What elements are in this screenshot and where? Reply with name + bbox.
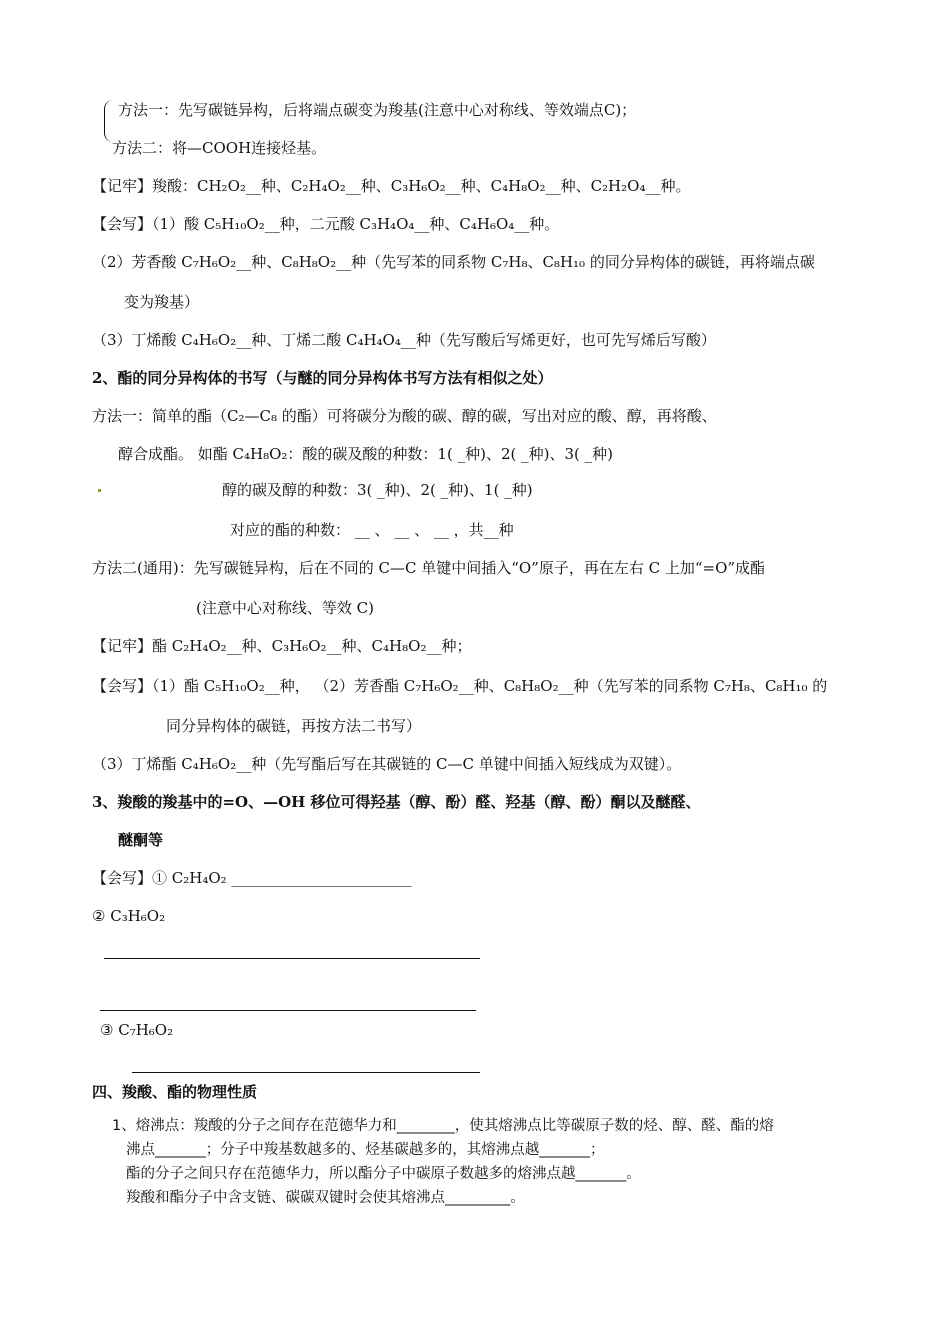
butenoic-acids-line: （3）丁烯酸 C₄H₆O₂__种、丁烯二酸 C₄H₄O₄__种（先写酸后写烯更好，也可先写烯后写酸）: [92, 331, 716, 349]
stray-dot: [98, 489, 101, 492]
ester-isomer-heading: 2、酯的同分异构体的书写（与醚的同分异构体书写方法有相似之处）: [92, 369, 553, 387]
memorize-esters-line: 【记牢】酯 C₂H₄O₂__种、C₃H₆O₂__种、C₄H₈O₂__种；: [92, 637, 472, 655]
memorize-acids-line: 【记牢】羧酸：CH₂O₂__种、C₂H₄O₂__种、C₃H₆O₂__种、C₄H₈O₂__种、C₂H₂O₄__种。: [92, 177, 691, 195]
ester-method-two-note: (注意中心对称线、等效 C): [196, 599, 374, 617]
ester-example-acid-line: 醇合成酯。 如酯 C₄H₈O₂：酸的碳及酸的种数：1( _种)、2( _种)、3( _种): [118, 445, 613, 463]
ester-example-alcohol-line: 醇的碳及醇的种数：3( _种)、2( _种)、1( _种): [222, 481, 533, 499]
answer-line-1: [104, 958, 480, 959]
ester-method-two-line: 方法二(通用)：先写碳链异构，后在不同的 C—C 单键中间插入“O”原子，再在左右 C 上加“=O”成酯: [92, 559, 766, 577]
butenyl-ester-line: （3）丁烯酯 C₄H₆O₂__种（先写酯后写在其碳链的 C—C 单键中间插入短线成为双键）。: [92, 755, 682, 773]
answer-line-2: [100, 1010, 476, 1011]
method-brace: [104, 100, 115, 142]
carboxyl-shift-heading: 3、羧酸的羧基中的=O、—OH 移位可得羟基（醇、酚）醛、羟基（醇、酚）酮以及醚醛、: [92, 793, 701, 811]
method-one-line: 方法一：先写碳链异构，后将端点碳变为羧基(注意中心对称线、等效端点C)；: [118, 101, 637, 119]
practice-c2h4o2-line: 【会写】① C₂H₄O₂ ________________________: [92, 869, 412, 887]
aromatic-acids-line: （2）芳香酸 C₇H₆O₂__种、C₈H₈O₂__种（先写苯的同系物 C₇H₈、C₈H₁₀ 的同分异构体的碳链，再将端点碳: [92, 253, 815, 271]
practice-acids-line: 【会写】（1）酸 C₅H₁₀O₂__种，二元酸 C₃H₄O₄__种、C₄H₆O₄__种。: [92, 215, 560, 233]
practice-esters-continued: 同分异构体的碳链，再按方法二书写）: [166, 717, 422, 735]
ester-example-count-line: 对应的酯的种数： __ 、 __ 、 __ ，共__种: [230, 521, 514, 539]
answer-line-3: [132, 1072, 480, 1073]
melting-point-line-2: 沸点_______；分子中羧基数越多的、烃基碳越多的，其熔沸点越_______；: [126, 1142, 605, 1158]
section-four-heading: 四、羧酸、酯的物理性质: [92, 1083, 258, 1101]
aromatic-acids-continued: 变为羧基）: [124, 293, 200, 311]
method-two-line: 方法二：将—COOH连接烃基。: [112, 139, 327, 157]
ester-method-one-line: 方法一：简单的酯（C₂—C₈ 的酯）可将碳分为酸的碳、醇的碳，写出对应的酸、醇，再将酸、: [92, 407, 717, 425]
practice-c7h6o2-line: ③ C₇H₆O₂: [100, 1021, 174, 1039]
melting-point-line-1: 1、熔沸点：羧酸的分子之间存在范德华力和________，使其熔沸点比等碳原子数的烃、醇、醛、酯的熔: [112, 1118, 774, 1134]
practice-c3h6o2-line: ② C₃H₆O₂: [92, 907, 166, 925]
melting-point-line-4: 羧酸和酯分子中含支链、碳碳双键时会使其熔沸点_________。: [126, 1190, 525, 1206]
carboxyl-shift-continued: 醚酮等: [118, 831, 164, 849]
practice-esters-line: 【会写】（1）酯 C₅H₁₀O₂__种， （2）芳香酯 C₇H₆O₂__种、C₈H₈O₂__种（先写苯的同系物 C₇H₈、C₈H₁₀ 的: [92, 677, 828, 695]
melting-point-line-3: 酯的分子之间只存在范德华力，所以酯分子中碳原子数越多的熔沸点越_______。: [126, 1166, 641, 1182]
